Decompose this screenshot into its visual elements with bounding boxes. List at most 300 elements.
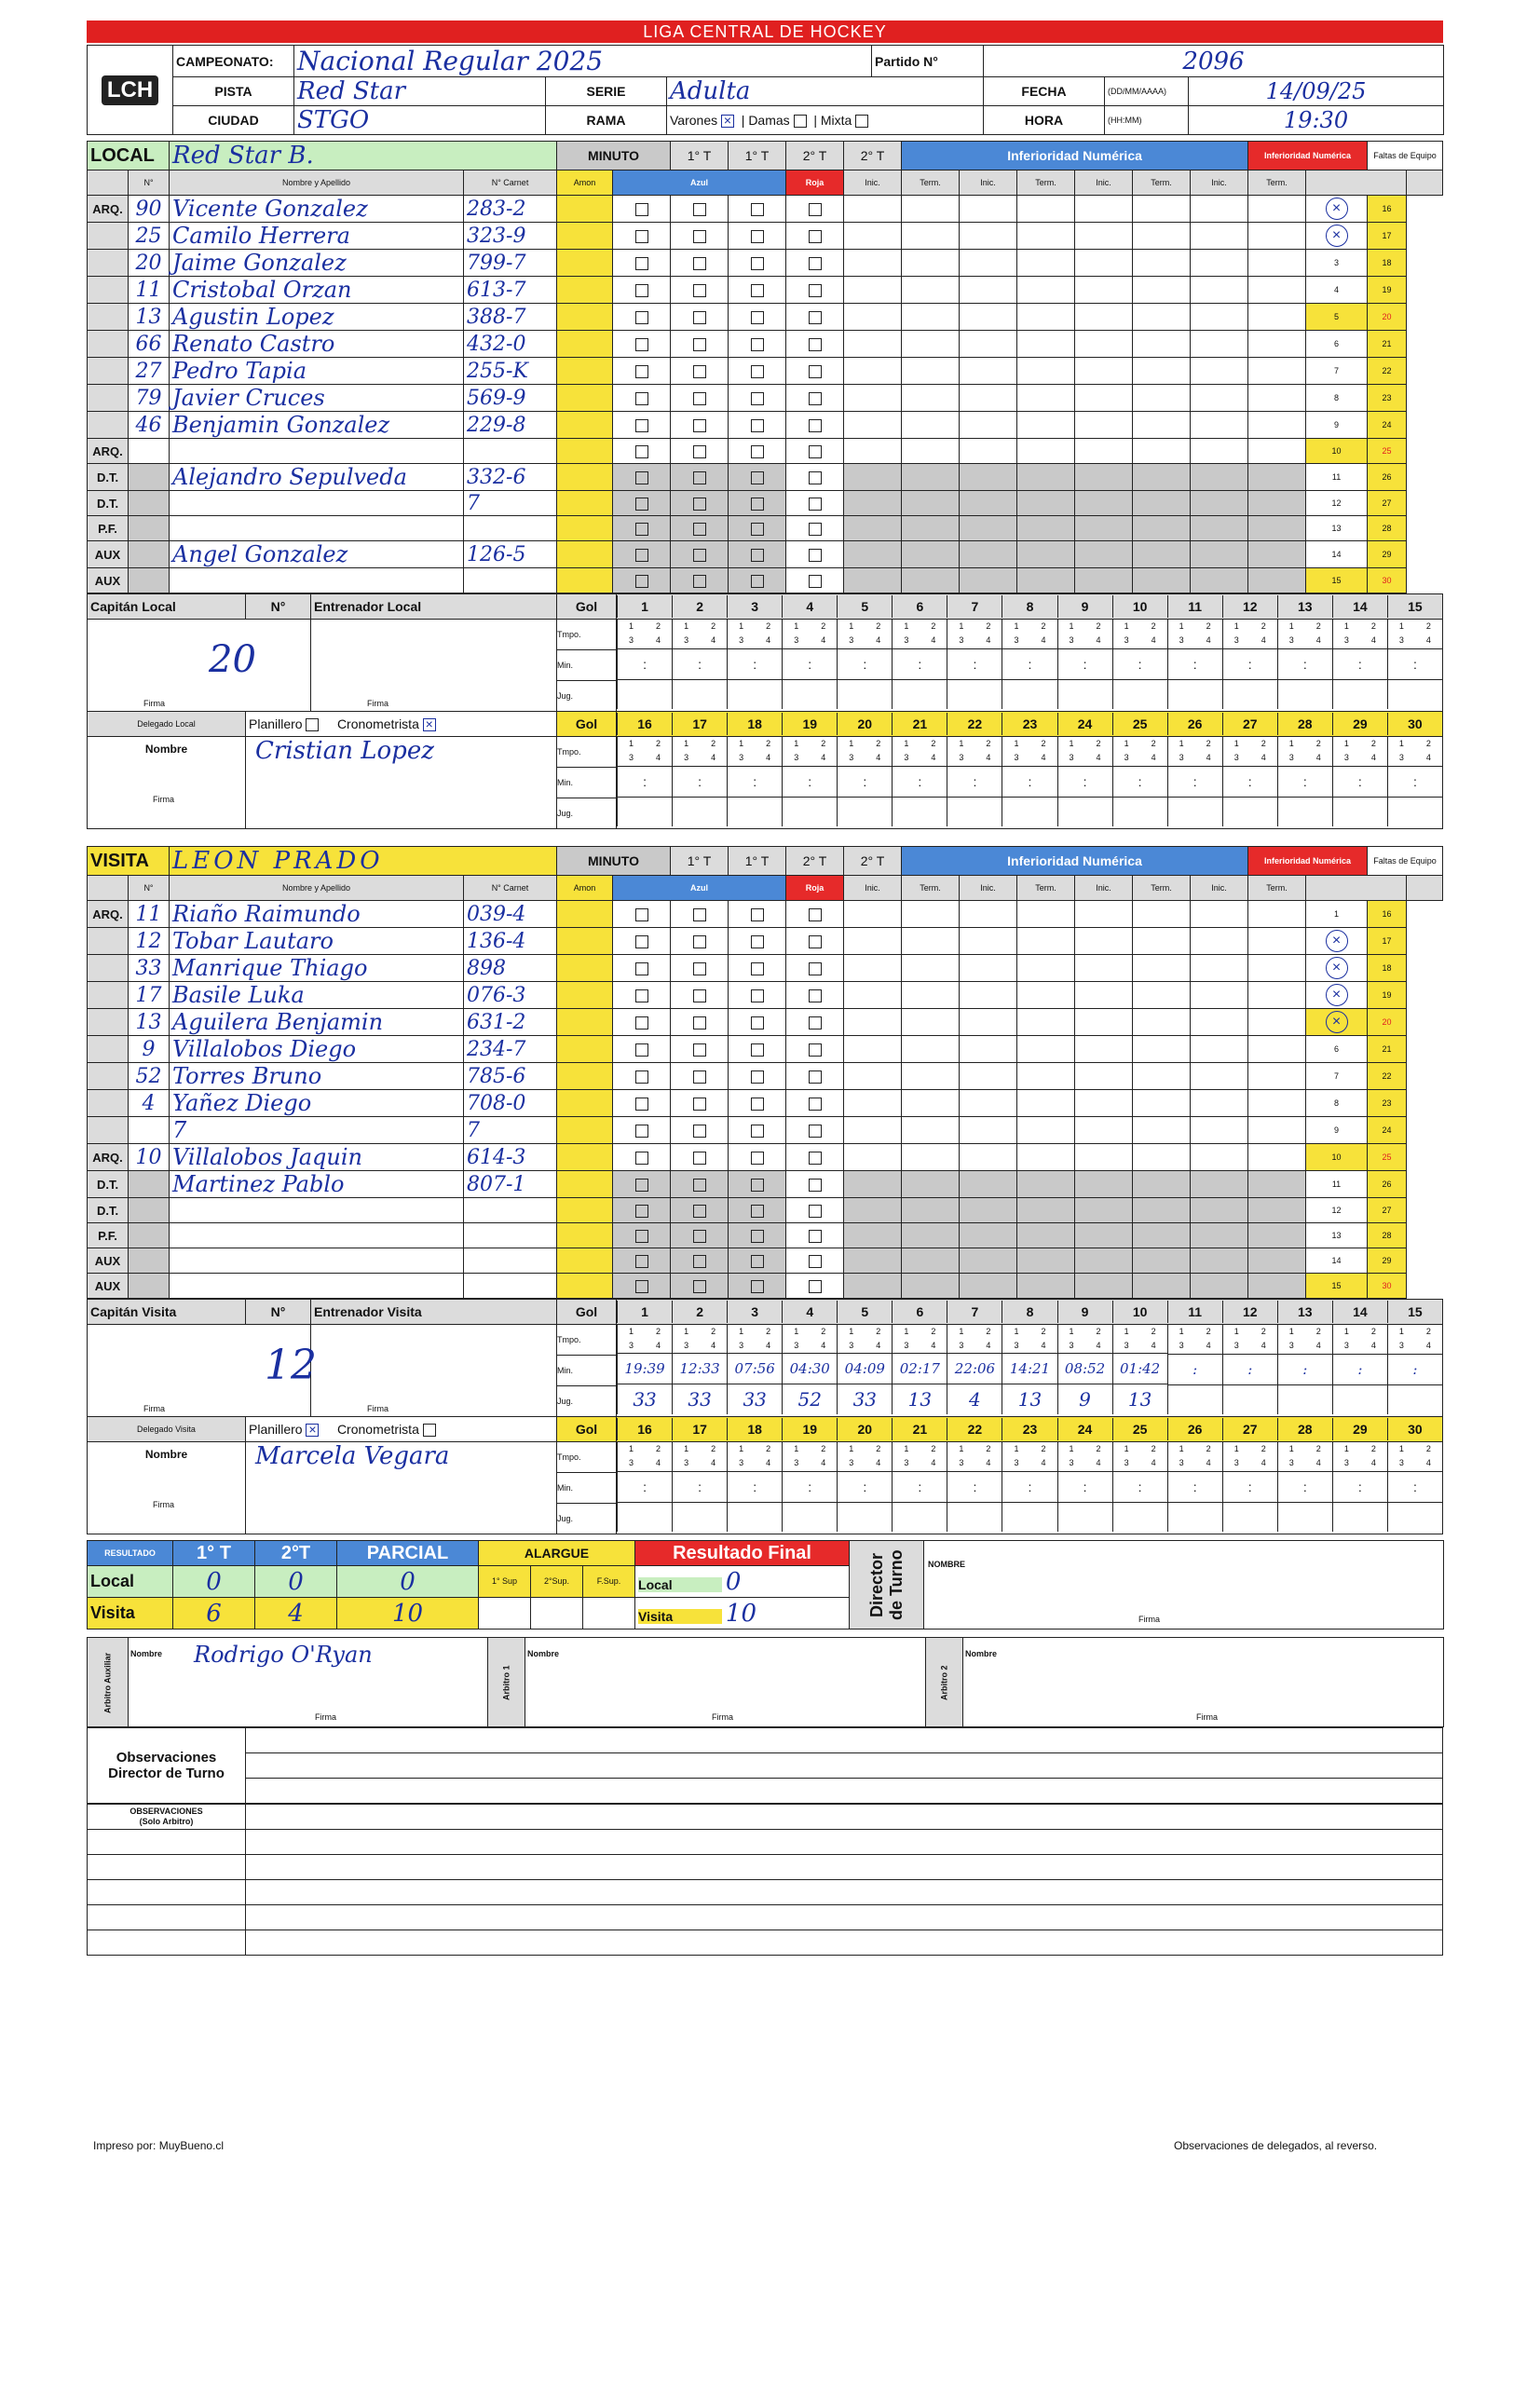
goal-player: 52 [783,1384,837,1414]
goal-minute: 14:21 [1002,1353,1056,1384]
goal-minute: 07:56 [728,1353,782,1384]
partido-value: 2096 [984,46,1444,77]
goal-number: 24 [1057,1418,1112,1440]
player-position: D.T. [88,491,129,516]
foul-number: 14 [1331,1255,1342,1265]
player-position [88,1063,129,1090]
player-row: 13 Agustin Lopez 388-7 5 20 [88,304,1443,331]
goal-number: 26 [1167,713,1222,735]
player-name: Pedro Tapia [170,358,464,385]
player-carnet: 332-6 [464,464,557,491]
player-name: Riaño Raimundo [170,901,464,928]
goal-number: 15 [1387,595,1442,618]
player-carnet [464,1198,557,1223]
score-sheet [87,20,1443,1956]
player-number: 10 [129,1144,170,1171]
player-carnet: 255-K [464,358,557,385]
player-row: 4 Yañez Diego 708-0 8 23 [88,1090,1443,1117]
player-row: AUX 15 30 [88,1274,1443,1299]
player-position [88,304,129,331]
player-position [88,1036,129,1063]
player-number: 33 [129,955,170,982]
player-carnet: 708-0 [464,1090,557,1117]
goal-number: 21 [892,1418,947,1440]
goal-player [1278,1384,1332,1414]
goal-player: 33 [673,1384,727,1414]
player-name: Benjamin Gonzalez [170,412,464,439]
player-carnet [464,1248,557,1274]
player-number: 13 [129,304,170,331]
player-carnet [464,568,557,593]
player-carnet [464,516,557,541]
goal-number: 13 [1277,595,1332,618]
player-number: 4 [129,1090,170,1117]
player-number: 25 [129,223,170,250]
goal-player [1333,1384,1387,1414]
player-position [88,277,129,304]
player-position [88,412,129,439]
visita-final: 10 [725,1599,756,1628]
goal-number: 4 [782,1301,837,1323]
player-number: 12 [129,928,170,955]
player-position [88,1117,129,1144]
goal-number: 4 [782,595,837,618]
goal-minute: : [1168,1354,1222,1384]
goal-player: 33 [618,1384,672,1414]
foul-number: 6 [1334,338,1340,348]
player-position [88,250,129,277]
player-number [129,568,170,593]
player-row: D.T. 7 12 27 [88,491,1443,516]
goal-number: 29 [1332,713,1387,735]
player-position [88,982,129,1009]
player-carnet: 7 [464,1117,557,1144]
player-row: 17 Basile Luka 076-3 × 19 [88,982,1443,1009]
player-position [88,223,129,250]
player-carnet: 613-7 [464,277,557,304]
player-name [170,568,464,593]
goal-number: 20 [837,713,892,735]
player-name [170,1223,464,1248]
player-carnet: 076-3 [464,982,557,1009]
player-name: Manrique Thiago [170,955,464,982]
player-name: Agustin Lopez [170,304,464,331]
player-number [129,1171,170,1198]
player-row: ARQ. 10 Villalobos Jaquin 614-3 10 25 [88,1144,1443,1171]
player-name: Yañez Diego [170,1090,464,1117]
goal-number: 1 [617,1301,672,1323]
foul-number: 12 [1331,1205,1342,1215]
player-row: P.F. 13 28 [88,1223,1443,1248]
player-carnet: 039-4 [464,901,557,928]
goal-number: 14 [1332,1301,1387,1323]
player-name: Tobar Lautaro [170,928,464,955]
goal-number: 19 [782,1418,837,1440]
player-row: AUX 14 29 [88,1248,1443,1274]
goal-number: 3 [727,595,782,618]
goal-player: 13 [893,1384,947,1414]
player-number [129,1248,170,1274]
foul-number: 11 [1331,471,1342,482]
local-goals: Capitán Local N° Entrenador Local Gol 1 2 3 4 5 6 7 8 9 10 11 12 13 14 15 20 Firma Firma Tmpo. Min. Jug. 1 2 3 4 : 1 2 3 4 : 1 2 3 4 : 1 2 3 4 : 1 2 3 4 : 1 2 3 4 : 1 2 3 4 : 1 2 3 4 : 1 2 3 4 : 1 2 3 4 : 1 2 3 4 : 1 2 3 4 : 1 2 3 4 : 1 2 3 4 : 1 2 3 4 : Delegado Local Planillero Cronometrista × Gol 16 17 18 19 20 21 22 23 24 25 26 27 28 29 30 Nombre Cristian Lopez Firma Tmpo. Min. Jug. 1 2 3 4 : 1 2 3 4 : 1 2 3 4 : 1 2 3 4 : 1 2 3 4 : 1 2 3 4 : 1 2 3 4 : 1 2 3 4 : 1 2 3 4 : 1 2 3 4 : 1 2 3 4 : 1 2 3 4 : 1 2 3 4 : 1 2 3 4 : 1 2 3 4 : [87,593,1443,829]
foul-number: 13 [1331,1230,1342,1240]
goal-number: 16 [617,713,672,735]
match-info: LCH CAMPEONATO: Nacional Regular 2025 Partido N° 2096 PISTA Red Star SERIE Adulta FECHA (DD/MM/AAAA) 14/09/25 CIUDAD STGO RAMA Varones × | Damas | Mixta HORA (HH:MM) 19:30 [87,45,1444,135]
player-name: Camilo Herrera [170,223,464,250]
player-carnet [464,1223,557,1248]
player-number: 46 [129,412,170,439]
player-position: ARQ. [88,1144,129,1171]
player-number [129,464,170,491]
goal-number: 28 [1277,1418,1332,1440]
player-name: Angel Gonzalez [170,541,464,568]
player-number: 27 [129,358,170,385]
player-carnet: 569-9 [464,385,557,412]
player-number: 66 [129,331,170,358]
goal-number: 12 [1222,1301,1277,1323]
player-name [170,516,464,541]
player-carnet: 785-6 [464,1063,557,1090]
player-row: 12 Tobar Lautaro 136-4 × 17 [88,928,1443,955]
foul-number: 7 [1334,1070,1340,1081]
player-position: AUX [88,1248,129,1274]
goal-number: 24 [1057,713,1112,735]
goal-minute: : [1223,1354,1277,1384]
player-name: Aguilera Benjamin [170,1009,464,1036]
goal-number: 8 [1002,1301,1056,1323]
goal-number: 27 [1222,713,1277,735]
player-name: Torres Bruno [170,1063,464,1090]
foul-number: 15 [1331,1280,1342,1290]
player-number: 9 [129,1036,170,1063]
goal-number: 7 [947,1301,1002,1323]
player-row: D.T. 12 27 [88,1198,1443,1223]
player-position: AUX [88,568,129,593]
local-roster: LOCAL Red Star B. MINUTO 1° T 1° T 2° T 2° T Inferioridad Numérica Inferioridad Numérica Faltas de Equipo N° Nombre y Apellido N° Carnet Amon Azul Roja Inic. Term. Inic. Term. Inic. Term. Inic. Term. ARQ. 90 Vicente Gonzalez 283-2 × 16 25 Camilo Herrera 323-9 × 17 20 Jaime Gonzalez 799-7 3 18 11 Cristobal Orzan 613-7 4 19 13 Agustin Lopez 388-7 5 20 66 Renato Castro 432-0 6 21 27 Pedro Tapia 255-K 7 22 79 Javier Cruces 569-9 8 23 46 Benjamin Gonzalez 229-8 9 24 ARQ. 10 25 D.T. Alejandro Sepulveda 332-6 11 26 D.T. 7 12 27 P.F. 13 28 AUX Angel Gonzalez 126-5 14 29 AUX 15 30 [87,141,1443,593]
goal-number: 17 [672,1418,727,1440]
local-captain-number: 20 [209,638,256,681]
goal-minute: 02:17 [893,1353,947,1384]
local-delegado-name: Cristian Lopez [255,737,434,765]
player-row: D.T. Alejandro Sepulveda 332-6 11 26 [88,464,1443,491]
foul-number: 9 [1334,419,1340,430]
player-carnet [464,1274,557,1299]
goal-number: 23 [1002,1418,1056,1440]
foul-number: 8 [1334,392,1340,402]
goal-player: 13 [1113,1384,1167,1414]
player-name: Javier Cruces [170,385,464,412]
foul-number: 11 [1331,1179,1342,1189]
arbitro-aux-name: Rodrigo O'Ryan [194,1642,373,1668]
player-position: AUX [88,1274,129,1299]
player-carnet: 126-5 [464,541,557,568]
player-number: 20 [129,250,170,277]
player-position [88,385,129,412]
player-name [170,1248,464,1274]
goal-number: 8 [1002,595,1056,618]
player-carnet: 283-2 [464,196,557,223]
goal-player [1388,1384,1442,1414]
foul-number: 1 [1334,908,1340,919]
player-name: Alejandro Sepulveda [170,464,464,491]
goal-number: 26 [1167,1418,1222,1440]
player-name: Basile Luka [170,982,464,1009]
goal-minute: 08:52 [1058,1353,1112,1384]
player-number [129,439,170,464]
player-carnet: 432-0 [464,331,557,358]
visita-t1: 6 [173,1598,255,1630]
player-name [170,491,464,516]
foul-number: 4 [1334,284,1340,294]
goal-number: 5 [837,595,892,618]
goal-player: 13 [1002,1384,1056,1414]
goal-number: 18 [727,713,782,735]
goal-number: 16 [617,1418,672,1440]
player-carnet: 388-7 [464,304,557,331]
player-carnet: 799-7 [464,250,557,277]
local-team-name: Red Star B. [170,142,557,170]
visita-team-name: LEON PRADO [170,847,557,876]
player-position [88,1009,129,1036]
player-row: 13 Aguilera Benjamin 631-2 × 20 [88,1009,1443,1036]
rama-options: Varones × | Damas | Mixta [667,106,984,135]
goal-number: 29 [1332,1418,1387,1440]
player-carnet: 136-4 [464,928,557,955]
visita-captain-number: 12 [265,1342,317,1389]
goal-minute: 01:42 [1113,1353,1167,1384]
player-number: 90 [129,196,170,223]
player-position: D.T. [88,1171,129,1198]
goal-number: 3 [727,1301,782,1323]
player-position: ARQ. [88,901,129,928]
player-number: 79 [129,385,170,412]
visita-t2: 4 [255,1598,337,1630]
player-name: Jaime Gonzalez [170,250,464,277]
foul-number: 8 [1334,1098,1340,1108]
player-name: Villalobos Diego [170,1036,464,1063]
goal-number: 11 [1167,595,1222,618]
player-number [129,516,170,541]
goal-player [1168,1384,1222,1414]
goal-number: 20 [837,1418,892,1440]
footer-left: Impreso por: MuyBueno.cl [93,2139,225,2152]
goal-minute: 19:39 [618,1353,672,1384]
player-row: 52 Torres Bruno 785-6 7 22 [88,1063,1443,1090]
player-carnet: 898 [464,955,557,982]
goal-number: 19 [782,713,837,735]
player-name: Cristobal Orzan [170,277,464,304]
player-number [129,1117,170,1144]
pista-value: Red Star [294,77,546,106]
player-row: AUX 15 30 [88,568,1443,593]
goal-number: 25 [1112,1418,1167,1440]
goal-number: 27 [1222,1418,1277,1440]
goal-number: 17 [672,713,727,735]
player-name [170,439,464,464]
goal-player: 33 [838,1384,892,1414]
goal-number: 14 [1332,595,1387,618]
player-carnet: 323-9 [464,223,557,250]
observaciones-arbitro: OBSERVACIONES (Solo Arbitro) [87,1804,1443,1956]
goal-minute: 04:09 [838,1353,892,1384]
arbitros: Arbitro Auxiliar Nombre Rodrigo O'Ryan Firma Arbitro 1 Nombre Firma Arbitro 2 Nombre Firma [87,1637,1444,1727]
player-row: ARQ. 90 Vicente Gonzalez 283-2 × 16 [88,196,1443,223]
goal-player: 33 [728,1384,782,1414]
player-number: 52 [129,1063,170,1090]
goal-number: 10 [1112,1301,1167,1323]
lch-logo: LCH [88,46,173,135]
local-final: 0 [725,1567,742,1596]
player-row: 25 Camilo Herrera 323-9 × 17 [88,223,1443,250]
foul-number: 7 [1334,365,1340,375]
goal-number: 2 [672,595,727,618]
goal-number: 5 [837,1301,892,1323]
goal-minute: 22:06 [947,1353,1002,1384]
footer-right: Observaciones de delegados, al reverso. [1174,2139,1378,2152]
local-parcial: 0 [337,1566,479,1598]
player-number [129,491,170,516]
player-row: ARQ. 10 25 [88,439,1443,464]
player-position: D.T. [88,1198,129,1223]
goal-number: 15 [1387,1301,1442,1323]
goal-number: 30 [1387,1418,1442,1440]
player-name: Martinez Pablo [170,1171,464,1198]
player-number [129,1198,170,1223]
player-number: 13 [129,1009,170,1036]
player-carnet [464,439,557,464]
player-carnet: 234-7 [464,1036,557,1063]
player-carnet: 614-3 [464,1144,557,1171]
player-row: ARQ. 11 Riaño Raimundo 039-4 1 16 [88,901,1443,928]
player-position [88,358,129,385]
visita-parcial: 10 [337,1598,479,1630]
goal-number: 9 [1057,1301,1112,1323]
goal-minute: : [1278,1354,1332,1384]
goal-number: 9 [1057,595,1112,618]
player-row: 9 Villalobos Diego 234-7 6 21 [88,1036,1443,1063]
player-row: AUX Angel Gonzalez 126-5 14 29 [88,541,1443,568]
goal-player: 9 [1058,1384,1112,1414]
foul-number: 5 [1334,311,1340,321]
player-number: 11 [129,901,170,928]
goal-minute: : [1333,1354,1387,1384]
foul-number: 10 [1331,445,1342,456]
player-row: D.T. Martinez Pablo 807-1 11 26 [88,1171,1443,1198]
foul-number: 3 [1334,257,1340,267]
foul-number: 6 [1334,1043,1340,1054]
goal-number: 28 [1277,713,1332,735]
player-name: Villalobos Jaquin [170,1144,464,1171]
ciudad-value: STGO [294,106,546,135]
player-position: AUX [88,541,129,568]
serie-value: Adulta [667,77,984,106]
hora-value: 19:30 [1189,106,1444,135]
player-name [170,1198,464,1223]
observaciones-director: Observaciones Director de Turno [87,1727,1443,1804]
result-block: RESULTADO 1° T 2°T PARCIAL ALARGUE Resultado Final Director de Turno NOMBRE Firma Local 0 0 0 1° Sup 2°Sup. F.Sup. Local 0 Visita 6 4 10 Visita 10 [87,1540,1444,1630]
goal-number: 11 [1167,1301,1222,1323]
local-t1: 0 [173,1566,255,1598]
player-row: 27 Pedro Tapia 255-K 7 22 [88,358,1443,385]
foul-number: 9 [1334,1125,1340,1135]
player-number: 11 [129,277,170,304]
goal-number: 22 [947,1418,1002,1440]
player-row: P.F. 13 28 [88,516,1443,541]
goal-number: 23 [1002,713,1056,735]
player-position: ARQ. [88,196,129,223]
foul-number: 13 [1331,523,1342,533]
player-row: 66 Renato Castro 432-0 6 21 [88,331,1443,358]
goal-number: 25 [1112,713,1167,735]
foul-number: 10 [1331,1152,1342,1162]
player-row: 20 Jaime Gonzalez 799-7 3 18 [88,250,1443,277]
player-position: ARQ. [88,439,129,464]
goal-player [1223,1384,1277,1414]
player-row: 33 Manrique Thiago 898 × 18 [88,955,1443,982]
player-number [129,1223,170,1248]
foul-number: 12 [1331,498,1342,508]
player-number [129,1274,170,1299]
visita-goals: Capitán Visita N° Entrenador Visita Gol 1 2 3 4 5 6 7 8 9 10 11 12 13 14 15 12 Firma Firma Tmpo. Min. Jug. 1 2 3 4 19:39 33 1 2 3 4 12:33 33 1 2 3 4 07:56 33 1 2 3 4 04:30 52 1 2 3 4 04:09 33 1 2 3 4 02:17 13 1 2 3 4 22:06 4 1 2 3 4 14:21 13 1 2 3 4 08:52 9 1 2 3 4 01:42 13 1 2 3 4 : 1 2 3 4 : 1 2 3 4 : 1 2 3 4 : 1 2 3 4 : Delegado Visita Planillero × Cronometrista Gol 16 17 18 19 20 21 22 23 24 25 26 27 28 29 30 Nombre Marcela Vegara Firma Tmpo. Min. Jug. 1 2 3 4 : 1 2 3 4 : 1 2 3 4 : 1 2 3 4 : 1 2 3 4 : 1 2 3 4 : 1 2 3 4 : 1 2 3 4 : 1 2 3 4 : 1 2 3 4 : 1 2 3 4 : 1 2 3 4 : 1 2 3 4 : 1 2 3 4 : 1 2 3 4 : [87,1299,1443,1534]
goal-number: 10 [1112,595,1167,618]
goal-number: 1 [617,595,672,618]
player-position: D.T. [88,464,129,491]
goal-number: 7 [947,595,1002,618]
league-header: LIGA CENTRAL DE HOCKEY [87,20,1443,43]
goal-minute: : [1388,1354,1442,1384]
visita-delegado-name: Marcela Vegara [255,1442,450,1470]
local-goal-numbers-1 [617,594,1443,620]
player-number [129,541,170,568]
player-position: P.F. [88,516,129,541]
player-name: Vicente Gonzalez [170,196,464,223]
goal-number: 12 [1222,595,1277,618]
goal-number: 6 [892,1301,947,1323]
goal-number: 13 [1277,1301,1332,1323]
player-name [170,1274,464,1299]
local-t2: 0 [255,1566,337,1598]
player-carnet: 807-1 [464,1171,557,1198]
player-position [88,1090,129,1117]
foul-number: 14 [1331,549,1342,559]
player-row: 7 7 9 24 [88,1117,1443,1144]
goal-number: 2 [672,1301,727,1323]
player-position [88,955,129,982]
campeonato-value: Nacional Regular 2025 [294,46,872,77]
player-row: 11 Cristobal Orzan 613-7 4 19 [88,277,1443,304]
goal-number: 18 [727,1418,782,1440]
player-row: 46 Benjamin Gonzalez 229-8 9 24 [88,412,1443,439]
goal-player: 4 [947,1384,1002,1414]
visita-roster: VISITA LEON PRADO MINUTO 1° T 1° T 2° T 2° T Inferioridad Numérica Inferioridad Numérica Faltas de Equipo N° Nombre y Apellido N° Carnet Amon Azul Roja Inic. Term. Inic. Term. Inic. Term. Inic. Term. ARQ. 11 Riaño Raimundo 039-4 1 16 12 Tobar Lautaro 136-4 × 17 33 Manrique Thiago 898 × 18 17 Basile Luka 076-3 × 19 13 Aguilera Benjamin 631-2 × 20 9 Villalobos Diego 234-7 6 21 52 Torres Bruno 785-6 7 22 4 Yañez Diego 708-0 8 23 7 7 9 24 ARQ. 10 Villalobos Jaquin 614-3 10 25 D.T. Martinez Pablo 807-1 11 26 D.T. 12 27 P.F. 13 28 AUX 14 29 AUX 15 30 [87,846,1443,1299]
player-number: 17 [129,982,170,1009]
player-name: 7 [170,1117,464,1144]
player-carnet: 631-2 [464,1009,557,1036]
player-position: P.F. [88,1223,129,1248]
player-carnet: 7 [464,491,557,516]
goal-number: 6 [892,595,947,618]
player-carnet: 229-8 [464,412,557,439]
player-position [88,331,129,358]
goal-minute: 12:33 [673,1353,727,1384]
goal-minute: 04:30 [783,1353,837,1384]
goal-number: 22 [947,713,1002,735]
player-name: Renato Castro [170,331,464,358]
goal-number: 30 [1387,713,1442,735]
player-position [88,928,129,955]
goal-number: 21 [892,713,947,735]
foul-number: 15 [1331,575,1342,585]
